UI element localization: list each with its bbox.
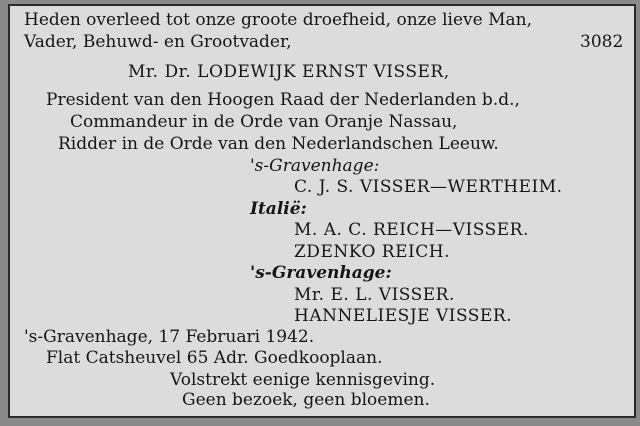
deceased-title-3: Ridder in de Orde van den Nederlandschen Leeuw. [58,134,499,154]
family-member-2: M. A. C. REICH—VISSER. [294,220,529,240]
death-notice [8,4,636,418]
announcement-line-2: Vader, Behuwd- en Grootvader, [24,32,292,52]
family-member-3: ZDENKO REICH. [294,242,450,262]
deceased-title-2: Commandeur in de Orde van Oranje Nassau, [70,112,458,132]
reference-number: 3082 [580,32,624,52]
deceased-title-1: President van den Hoogen Raad der Nederlanden b.d., [46,90,520,110]
place-label-1: 's-Gravenhage: [250,156,380,176]
place-label-2: Italië: [250,199,307,219]
announcement-line-1: Heden overleed tot onze groote droefheid, onze lieve Man, [24,10,532,30]
place-label-3: 's-Gravenhage: [250,263,392,283]
date-line: 's-Gravenhage, 17 Februari 1942. [24,327,315,347]
notice-remark-2: Geen bezoek, geen bloemen. [182,390,430,410]
deceased-name: Mr. Dr. LODEWIJK ERNST VISSER, [128,62,450,82]
family-member-4: Mr. E. L. VISSER. [294,285,455,305]
notice-remark-1: Volstrekt eenige kennisgeving. [170,370,436,390]
family-member-1: C. J. S. VISSER—WERTHEIM. [294,177,563,197]
address-line: Flat Catsheuvel 65 Adr. Goedkooplaan. [46,348,383,368]
family-member-5: HANNELIESJE VISSER. [294,306,513,326]
